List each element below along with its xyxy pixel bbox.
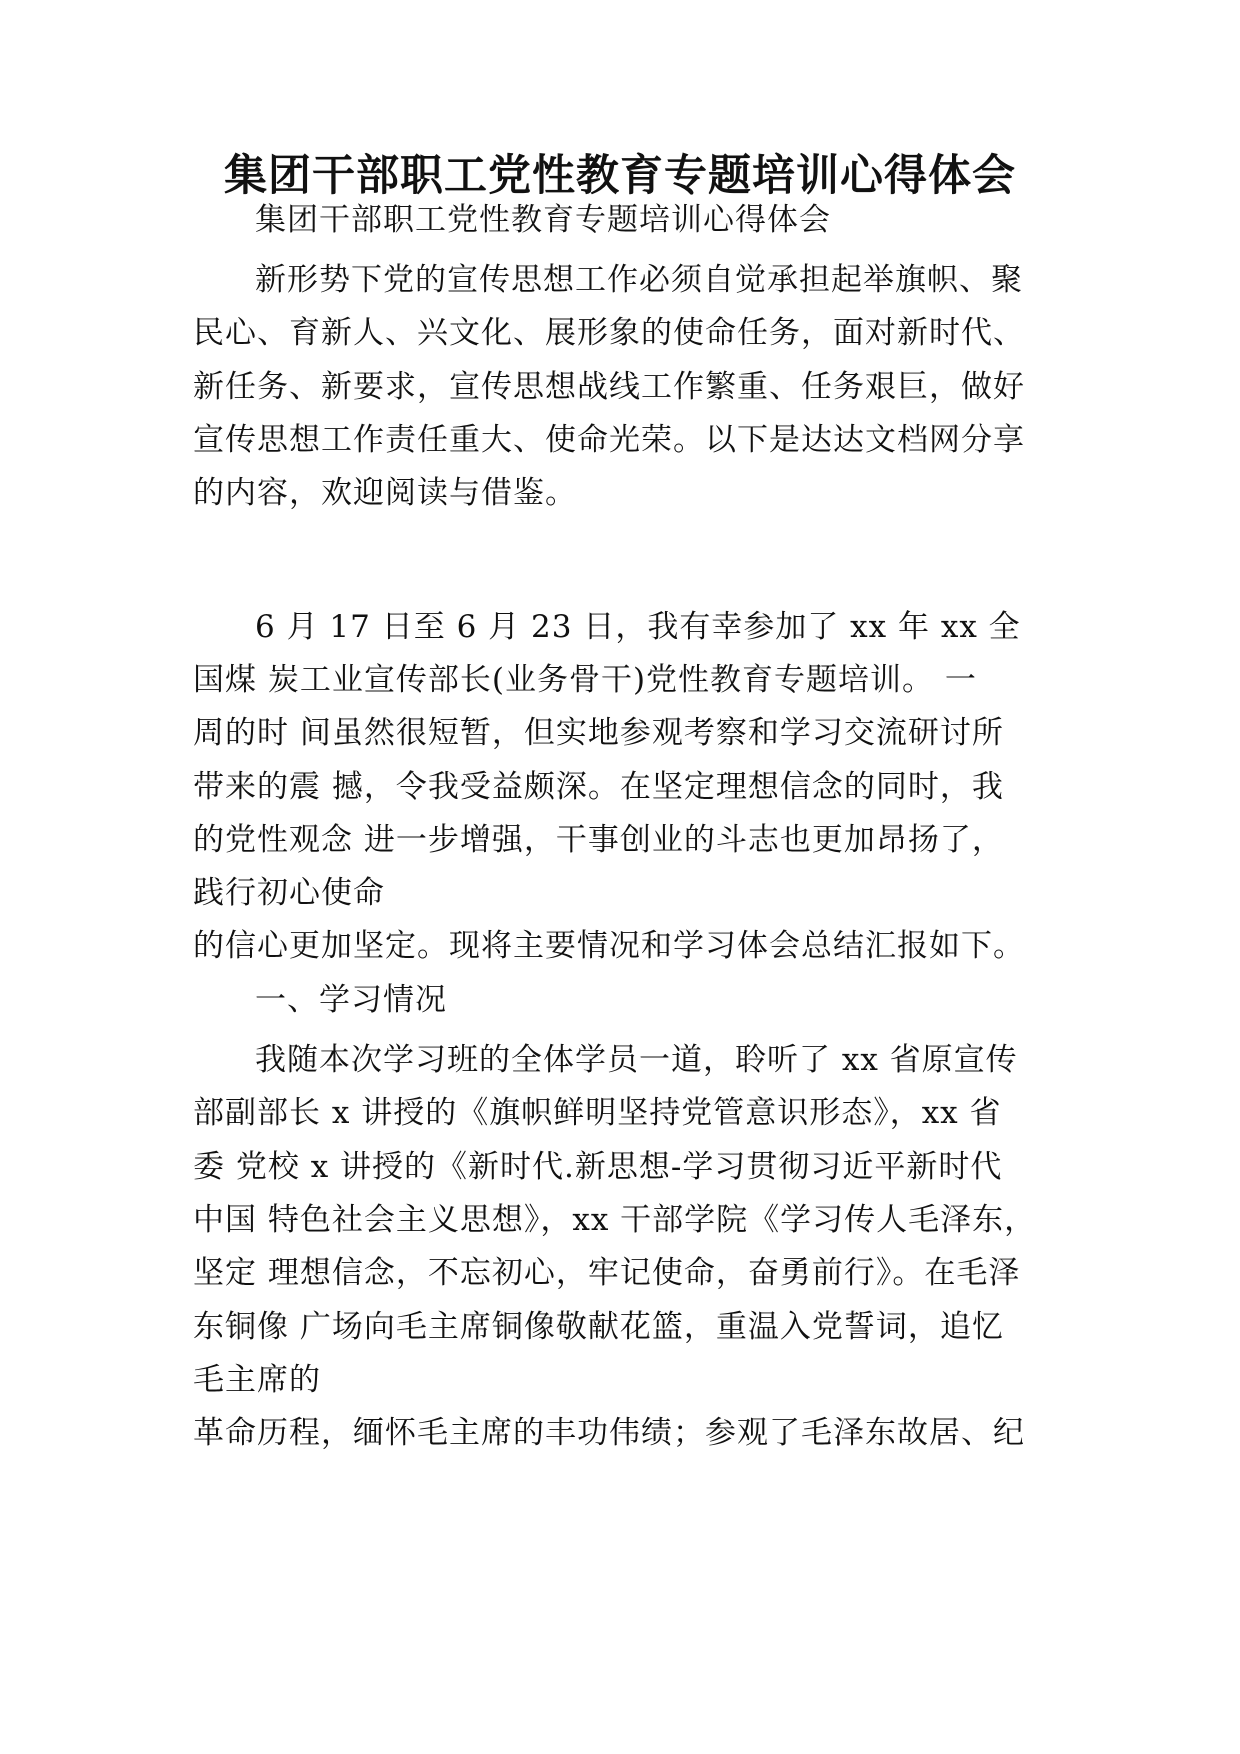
document-title: 集团干部职工党性教育专题培训心得体会 [224, 151, 1016, 201]
paragraph-line: 国煤 炭工业宣传部长(业务骨干)党性教育专题培训。 一 [193, 662, 977, 698]
paragraph-line: 民心、育新人、兴文化、展形象的使命任务，面对新时代、 [193, 315, 1025, 351]
paragraph-line: 的内容，欢迎阅读与借鉴。 [193, 475, 577, 511]
paragraph-line: 新形势下党的宣传思想工作必须自觉承担起举旗帜、聚 [255, 262, 1023, 298]
paragraph-line: 委 党校 x 讲授的《新时代.新思想-学习贯彻习近平新时代 [193, 1149, 1003, 1185]
paragraph-line: 我随本次学习班的全体学员一道，聆听了 xx 省原宣传 [255, 1042, 1018, 1078]
paragraph-line: 宣传思想工作责任重大、使命光荣。以下是达达文档网分享 [193, 422, 1025, 458]
paragraph-line: 践行初心使命 [193, 875, 385, 911]
paragraph-line: 毛主席的 [193, 1362, 321, 1398]
paragraph-line: 中国 特色社会主义思想》，xx 干部学院《学习传人毛泽东， [193, 1202, 1037, 1238]
paragraph-line: 部副部长 x 讲授的《旗帜鲜明坚持党管意识形态》，xx 省 [193, 1095, 1002, 1131]
paragraph-line: 东铜像 广场向毛主席铜像敬献花篮，重温入党誓词，追忆 [193, 1309, 1004, 1345]
paragraph-line: 坚定 理想信念，不忘初心，牢记使命，奋勇前行》。在毛泽 [193, 1255, 1021, 1291]
paragraph-line: 周的时 间虽然很短暂，但实地参观考察和学习交流研讨所 [193, 715, 1004, 751]
paragraph-line: 6 月 17 日至 6 月 23 日，我有幸参加了 xx 年 xx 全 [255, 609, 1021, 645]
section-heading: 一、学习情况 [255, 982, 447, 1018]
paragraph-line: 的党性观念 进一步增强，干事创业的斗志也更加昂扬了， [193, 822, 1004, 858]
paragraph-line: 的信心更加坚定。现将主要情况和学习体会总结汇报如下。 [193, 928, 1025, 964]
paragraph-line: 革命历程，缅怀毛主席的丰功伟绩；参观了毛泽东故居、纪 [193, 1415, 1025, 1451]
paragraph-line: 新任务、新要求，宣传思想战线工作繁重、任务艰巨，做好 [193, 369, 1025, 405]
subtitle-line: 集团干部职工党性教育专题培训心得体会 [255, 202, 831, 238]
paragraph-line: 带来的震 撼，令我受益颇深。在坚定理想信念的同时，我 [193, 769, 1004, 805]
